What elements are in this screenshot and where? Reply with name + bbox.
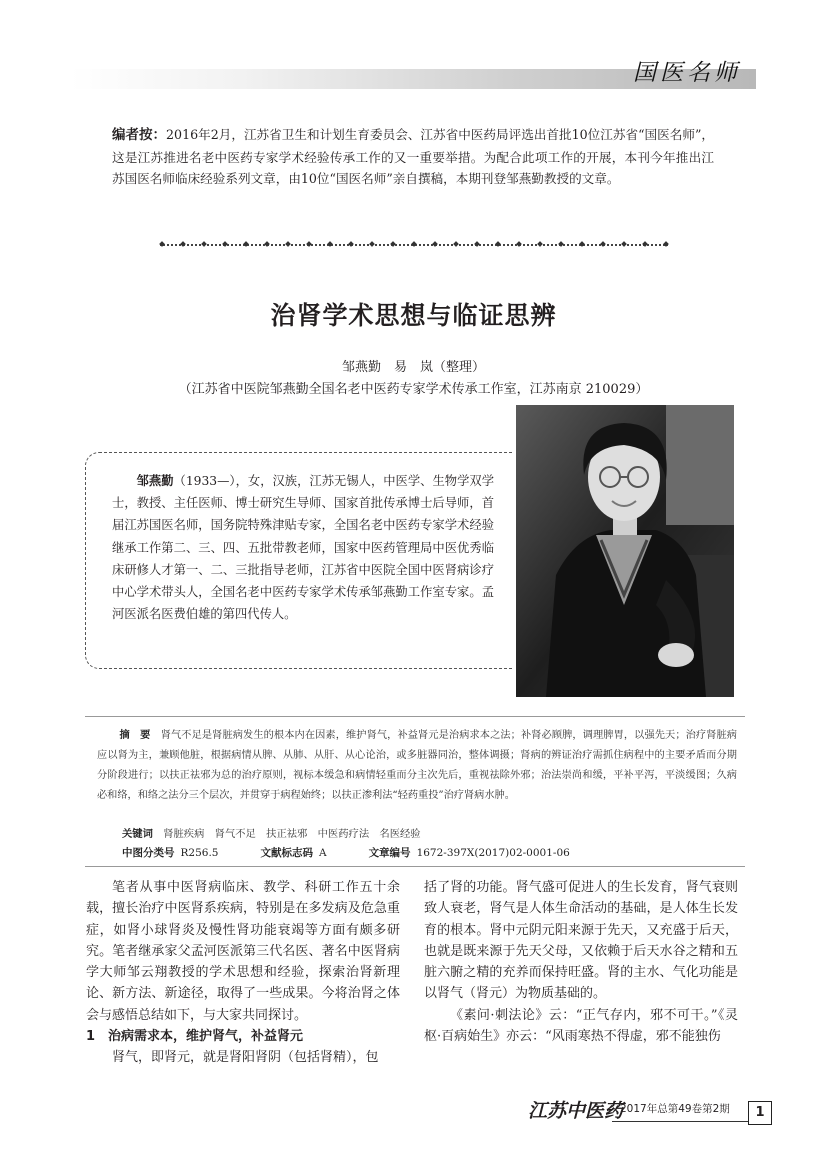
author-bio	[112, 470, 494, 625]
keyword: 名医经验	[379, 828, 421, 840]
article-authors: 邹燕勤 易 岚（整理）	[341, 360, 485, 375]
keyword: 肾脏疾病	[163, 828, 205, 840]
body-paragraph: 括了肾的功能。肾气盛可促进人的生长发育，肾气衰则致人衰老，肾气是人体生命活动的基础，是人体生长发育的根本。肾中元阴元阳来源于先天，又充盛于后天，也就是既来源于先天父母，又依赖于后天水谷之精和五脏六腑之精的充养而保持旺盛。肾的主水、气化功能是以肾气（肾元）为物质基础的。	[424, 880, 738, 1002]
bio-text: （1933—），女，汉族，江苏无锡人，中医学、生物学双学士，教授、主任医师、博士研究生导师、国家首批传承博士后导师，首届江苏国医名师，国务院特殊津贴专家，全国名老中医药专家学术经验继承工作第二、三、四、五批带教老师，国家中医药管理局中医优秀临床研修人才第一、二、三批指导老师，江苏省中医院全国中医肾病诊疗中心学术带头人，全国名老中医药专家学术传承邹燕勤工作室专家。孟河医派名医费伯雄的第四代传人。	[112, 474, 494, 622]
body-left-column	[86, 877, 400, 1069]
keywords-line	[122, 825, 722, 840]
section-heading: 1 治病需求本，维护肾气，补益肾元	[86, 1029, 304, 1045]
issue-info: 2017年总第49卷第2期	[620, 1103, 730, 1115]
journal-logo: 江苏中医药	[528, 1100, 624, 1122]
body-paragraph: 《素问·刺法论》云：“正气存内，邪不可干。”《灵枢·百病始生》亦云：“风雨寒热不得虚，邪不能独伤	[424, 1007, 738, 1045]
abstract	[97, 726, 737, 806]
footer-rule	[612, 1121, 748, 1122]
body-paragraph: 笔者从事中医肾病临床、教学、科研工作五十余载，擅长治疗中医肾系疾病，特别是在多发病及危急重症，如肾小球肾炎及慢性肾功能衰竭等方面有颇多研究。笔者继承家父孟河医派第三代名医、著名中医肾病学大师邹云翔教授的学术思想和经验，探索治肾新理论、新方法、新途径，取得了一些成果。今将治肾之体会与感悟总结如下，与大家共同探讨。	[86, 880, 400, 1023]
abstract-bottom-rule	[85, 866, 745, 867]
body-paragraph: 肾气，即肾元，就是肾阳肾阴（包括肾精），包	[112, 1050, 379, 1066]
editor-note-text: 2016年2月，江苏省卫生和计划生育委员会、江苏省中医药局评选出首批10位江苏省“国医名师”，这是江苏推进名老中医药专家学术经验传承工作的又一重要举措。为配合此项工作的开展，本刊今年推出江苏国医名师临床经验系列文章，由10位“国医名师”亲自撰稿，本期刊登邹燕勤教授的文章。	[112, 127, 715, 186]
abstract-text: 肾气不足是肾脏病发生的根本内在因素，维护肾气，补益肾元是治病求本之法；补肾必顾脾，调理脾胃，以强先天；治疗肾脏病应以肾为主，兼顾他脏，根据病情从脾、从肺、从肝、从心论治，或多脏器同治，整体调摄；肾病的辨证治疗需抓住病程中的主要矛盾而分期分阶段进行；以扶正祛邪为总的治疗原则，视标本缓急和病情轻重而分主次先后，重视祛除外邪；治法崇尚和缓，平补平泻，平淡缓图；久病必和络，和络之法分三个层次，并贯穿于病程始终；以扶正渗利法“轻药重投”治疗肾病水肿。	[97, 730, 737, 801]
keywords-label: 关键词	[122, 828, 153, 840]
article-id-label: 文章编号	[368, 847, 411, 859]
doc-label: 文献标志码	[260, 847, 313, 859]
class-value: R256.5	[180, 847, 219, 859]
abstract-top-rule	[85, 716, 745, 717]
article-id-value: 1672-397X(2017)02-0001-06	[416, 847, 570, 859]
portrait-photo	[516, 405, 734, 697]
separator-diamonds	[160, 240, 668, 248]
article-affiliation: （江苏省中医院邹燕勤全国名老中医药专家学术传承工作室，江苏南京 210029）	[178, 382, 649, 397]
body-right-column	[424, 877, 738, 1047]
abstract-label: 摘 要	[119, 730, 151, 741]
page-number: 1	[748, 1101, 772, 1125]
keyword: 肾气不足	[214, 828, 256, 840]
classification-line	[122, 845, 742, 860]
portrait-illustration	[516, 405, 734, 697]
section-title: 国医名师	[633, 60, 741, 86]
editor-note	[112, 124, 714, 190]
bio-name: 邹燕勤	[136, 474, 174, 488]
editor-note-label: 编者按：	[112, 127, 167, 143]
doc-value: A	[318, 847, 327, 859]
keyword: 中医药疗法	[317, 828, 370, 840]
class-label: 中图分类号	[122, 847, 175, 859]
article-title: 治肾学术思想与临证思辨	[270, 301, 557, 330]
keyword: 扶正祛邪	[266, 828, 308, 840]
